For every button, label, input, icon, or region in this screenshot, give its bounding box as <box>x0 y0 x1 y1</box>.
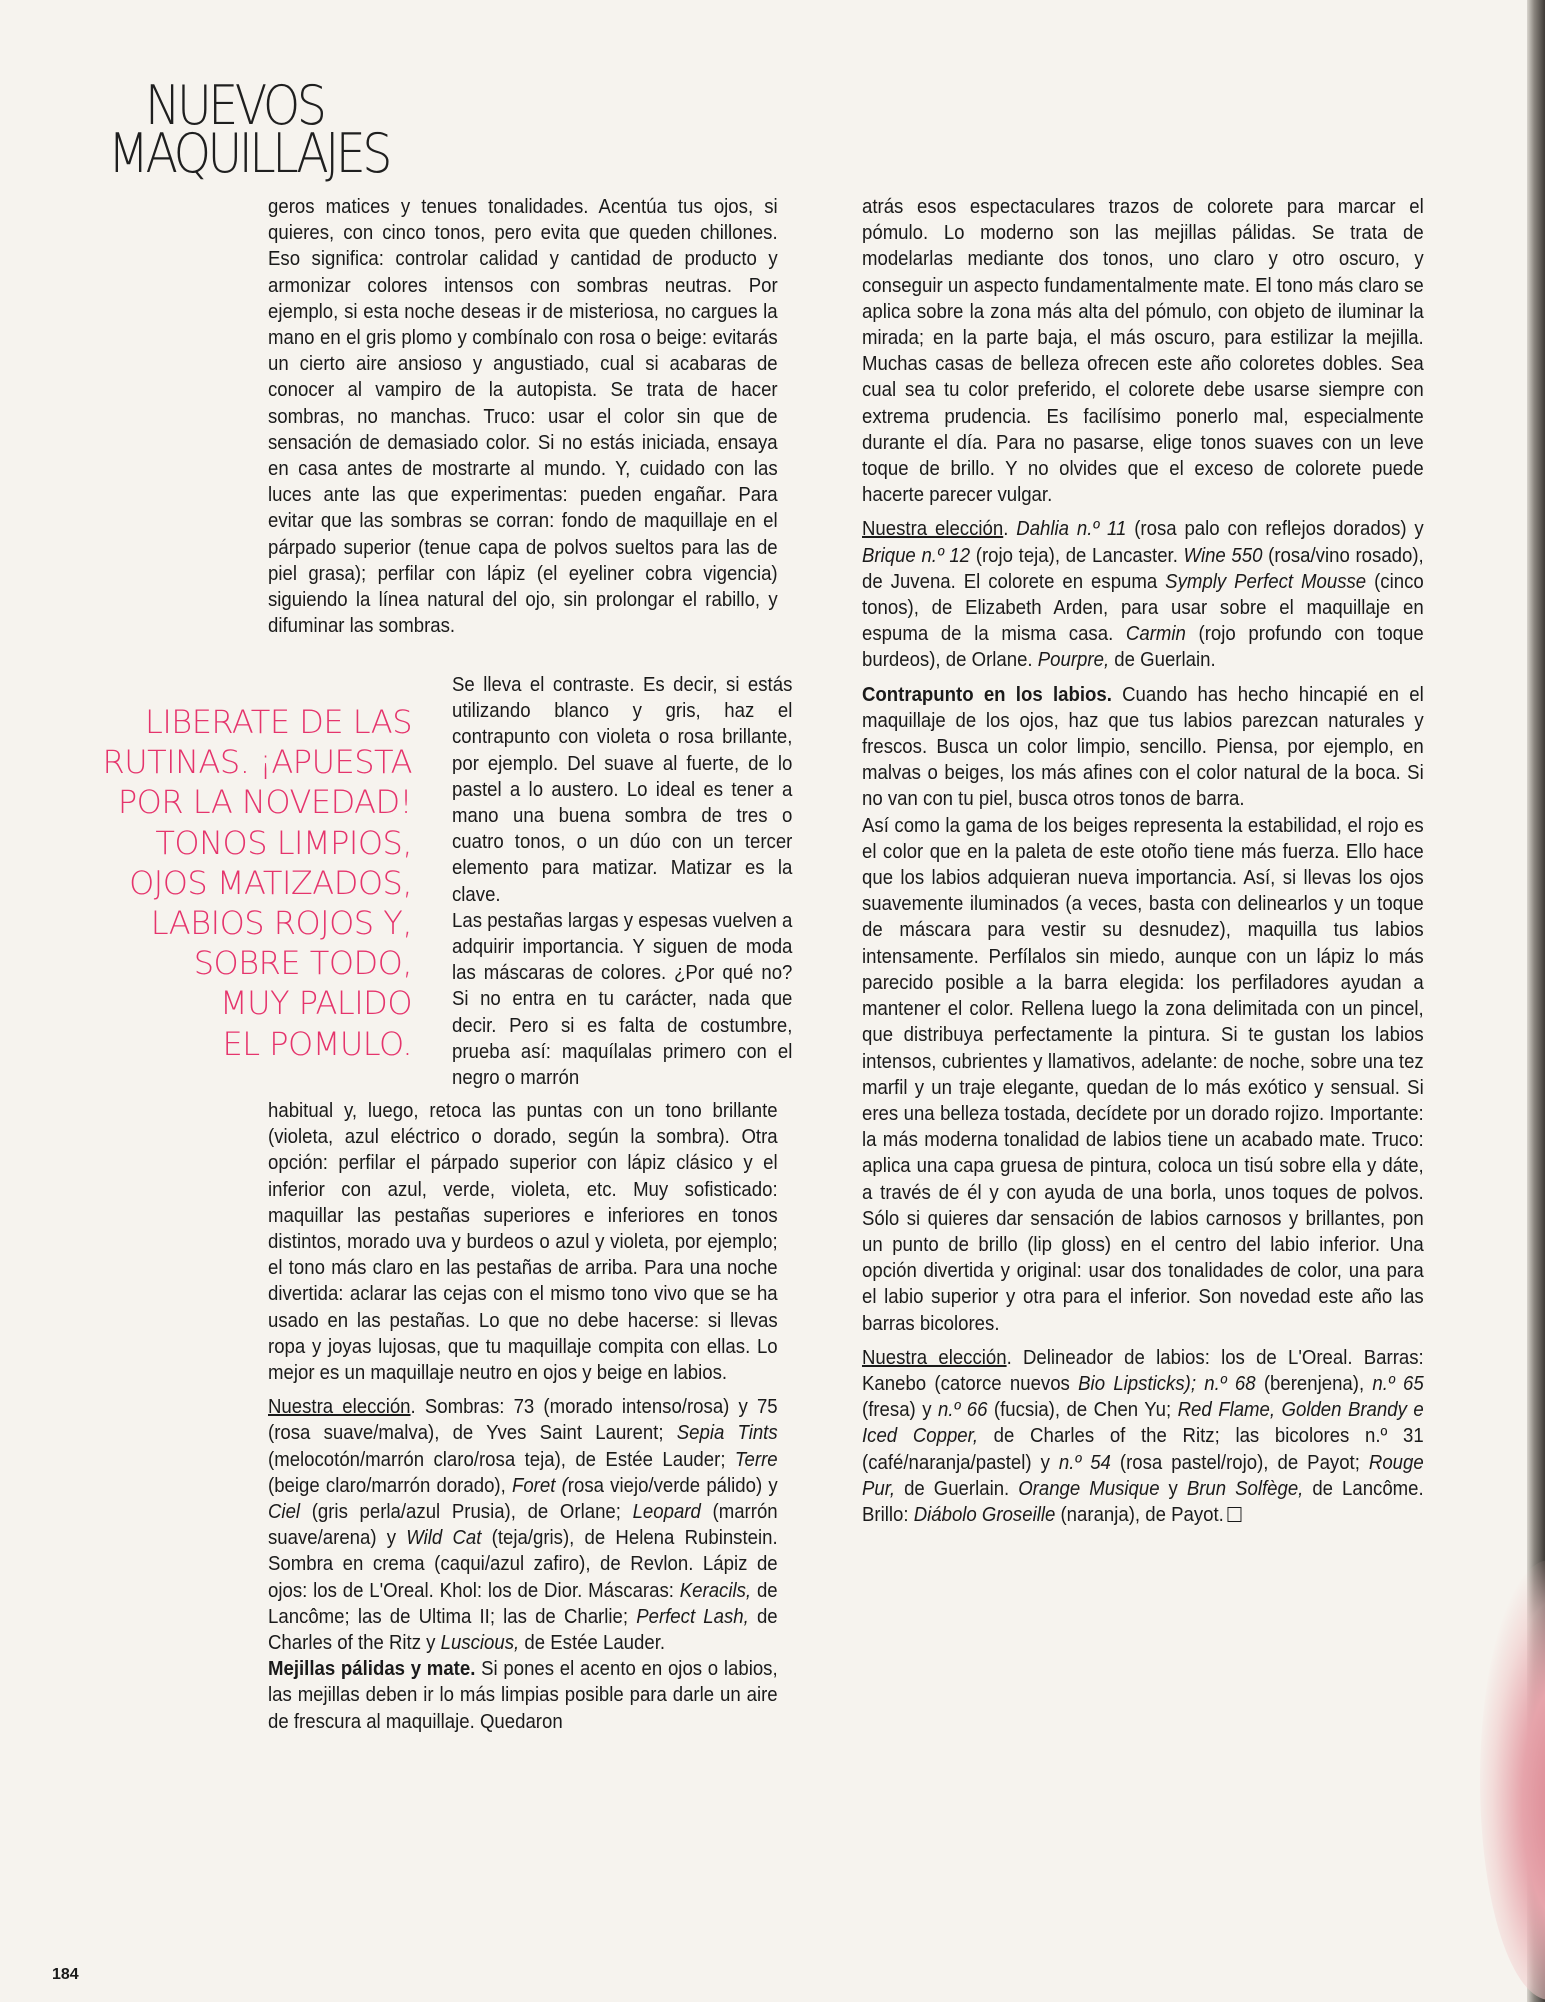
choice-label: Nuestra elección <box>862 518 1004 541</box>
lips-heading: Contrapunto en los labios. <box>862 683 1112 706</box>
title-line-2: MAQUILLAJES <box>108 122 389 185</box>
pull-quote-line: TONOS LIMPIOS, <box>155 823 412 862</box>
product-name: Pourpre, <box>1037 649 1110 672</box>
text-run: (rosa/vino rosado), de Juvena. El colorete en espuma <box>862 544 1424 593</box>
choice-text <box>862 518 1424 671</box>
text-run: (fresa) y <box>862 1399 938 1422</box>
page-title <box>108 74 389 185</box>
text-run: (rojo teja), de Lancaster. <box>970 544 1184 567</box>
blush-photo-edge <box>1480 1560 1545 2000</box>
text-run: (rosa palo con reflejos dorados) y <box>1126 518 1424 541</box>
product-name: Brique n.º 12 <box>862 544 971 567</box>
text-run: (fucsia), de Chen Yu; <box>987 1399 1178 1422</box>
column1-choice-paragraph <box>268 1394 778 1656</box>
page-number: 184 <box>52 1966 79 1983</box>
pull-quote-line: OJOS MATIZADOS, <box>129 863 412 902</box>
column2-lips-paragraph <box>862 682 1424 813</box>
product-name: Luscious, <box>440 1632 520 1655</box>
product-name: Carmin <box>1125 623 1186 646</box>
pull-quote-line: MUY PALIDO <box>220 984 412 1023</box>
text-run: . Sombras: 73 (morado intenso/rosa) y 75 (rosa suave/malva), de Yves Saint Laurent; <box>268 1396 778 1445</box>
choice-text <box>862 1347 1424 1526</box>
pull-quote-line: LABIOS ROJOS Y, <box>150 904 412 943</box>
product-name: Rouge Pur, <box>862 1451 1424 1500</box>
text-run: (rosa pastel/rojo), de Payot; <box>1110 1451 1369 1474</box>
cheeks-text: Si pones el acento en ojos o labios, las mejillas deben ir lo más limpias posible para darle un aire de frescura al maquillaje. Quedaron <box>268 1658 778 1733</box>
product-name: Ciel <box>268 1501 301 1524</box>
product-name: n.º 54 <box>1058 1451 1111 1474</box>
text-run: . <box>1003 518 1017 541</box>
choice-text <box>268 1396 778 1654</box>
pull-quote-line: RUTINAS. ¡APUESTA <box>102 743 412 782</box>
text-run: de Guerlain. <box>895 1477 1019 1500</box>
product-name: Orange Musique <box>1018 1477 1160 1500</box>
column1-paragraph-2: Se lleva el contraste. Es decir, si estás utilizando blanco y gris, haz el contrapunto con violeta o rosa brillante, por ejemplo. Del suave al fuerte, de lo pastel a lo austero. Lo ideal es tener a mano una buena sombra de tres o cuatro tonos, o un dúo con un tercer elemento para matizar. Matizar es la clave. <box>452 674 793 906</box>
column1-paragraph-1: geros matices y tenues tonalidades. Acentúa tus ojos, si quieres, con cinco tonos, pero evita que queden chillones. Eso significa: controlar calidad y cantidad de producto y armonizar colores intensos con sombras neutras. Por ejemplo, si esta noche deseas ir de misteriosa, no cargues la mano en el gris plomo y combínalo con rosa o beige: evitarás un cierto aire ansioso y angustiado, cual si acabaras de conocer al vampiro de la autopista. Se trata de hacer sombras, no manchas. Truco: usar el color sin que de sensación de demasiado color. Si no estás iniciada, ensaya en casa antes de mostrarte al mundo. Y, cuidado con las luces ante las que experimentas: pueden engañar. Para evitar que las sombras se corran: fondo de maquillaje en el párpado superior (tenue capa de polvos sueltos para las de piel grasa); perfilar con lápiz (el eyeliner cobra vigencia) siguiendo la línea natural del ojo, sin prolongar el rabillo, y difuminar las sombras. <box>268 196 778 638</box>
product-name: Terre <box>734 1448 778 1471</box>
column2 <box>862 194 1424 1528</box>
text-run: (cinco tonos), de Elizabeth Arden, para usar sobre el maquillaje en espuma de la misma casa. <box>862 570 1424 646</box>
product-name: Leopard <box>632 1501 701 1524</box>
text-run: (beige claro/marrón dorado), <box>268 1474 512 1497</box>
product-name: Red Flame, Golden Brandy e Iced Copper, <box>862 1399 1424 1448</box>
product-name: Dahlia n.º 11 <box>1016 518 1127 541</box>
pull-quote-line: LIBERATE DE LAS <box>144 703 412 741</box>
column2-paragraph-1: atrás esos espectaculares trazos de colorete para marcar el pómulo. Lo moderno son las mejillas pálidas. Se trata de modelarlas mediante dos tonos, uno claro y otro oscuro, y conseguir un aspecto fundamentalmente mate. El tono más claro se aplica sobre la zona más alta del pómulo, con objeto de iluminar la mirada; en la parte baja, el más oscuro, para estilizar la mejilla. Muchas casas de belleza ofrecen este año coloretes dobles. Sea cual sea tu color preferido, el colorete debe usarse siempre con extrema prudencia. Es facilísimo ponerlo mal, especialmente durante el día. Para no pasarse, elige tonos suaves con un leve toque de brillo. Y no olvides que el exceso de colorete puede hacerte parecer vulgar. <box>862 196 1424 507</box>
product-name: Wild Cat <box>406 1527 482 1550</box>
product-name: Perfect Lash, <box>636 1605 749 1628</box>
pull-quote-line: POR LA NOVEDAD! <box>117 783 412 822</box>
text-run: (gris perla/azul Prusia), de Orlane; <box>300 1501 633 1524</box>
choice-label: Nuestra elección <box>268 1396 411 1419</box>
column1-paragraph-3: Las pestañas largas y espesas vuelven a adquirir importancia. Y siguen de moda las máscaras de colores. ¿Por qué no? Si no entra en tu carácter, nada que decir. Pero si es falta de costumbre, prueba así: maquílalas primero con el negro o marrón <box>452 909 793 1090</box>
text-run: (melocotón/marrón claro/rosa teja), de Estée Lauder; <box>268 1448 735 1471</box>
column1-intro <box>268 194 778 639</box>
cheeks-heading: Mejillas pálidas y mate. <box>268 1658 476 1681</box>
text-run: de Guerlain. <box>1109 649 1216 672</box>
column1-lower <box>268 1098 778 1735</box>
end-mark-icon <box>1228 1507 1242 1522</box>
text-run: rosa viejo/verde pálido) y <box>567 1474 778 1497</box>
column2-choice2-paragraph <box>862 1345 1424 1528</box>
text-run: y <box>1159 1477 1187 1500</box>
product-name: Symply Perfect Mousse <box>1165 570 1367 593</box>
text-run: (teja/gris), de Helena Rubinstein. Sombra en crema (caqui/azul zafiro), de Revlon. Lápiz de ojos: los de L'Oreal. Khol: los de Dior. Máscaras: <box>268 1527 778 1602</box>
column2-paragraph-3: Así como la gama de los beiges representa la estabilidad, el rojo es el color que en la paleta de este otoño tiene más fuerza. Ello hace que los labios adquieran nueva importancia. Así, si llevas los ojos suavemente iluminados (a veces, basta con delinearlos y un toque de máscara para vestir su desnudez), maquilla tus labios intensamente. Perfílalos sin miedo, aunque con un lápiz lo más parecido posible a la barra elegida: los perfiladores ayudan a mantener el color. Rellena luego la zona delimitada con un pincel, que distribuya perfectamente la pintura. Si te gustan los labios intensos, cubrientes y llamativos, adelante: de noche, sobre una tez marfil y un traje elegante, quedan de lo más exótico y sensual. Si eres una belleza tostada, decídete por un dorado rojizo. Importante: la más moderna tonalidad de labios tiene un acabado mate. Truco: aplica una capa gruesa de pintura, coloca un tisú sobre ella y dáte, a través de él y con ayuda de una borla, unos toques de polvos. Sólo si quieres dar sensación de labios carnosos y brillantes, pon un punto de brillo (lip gloss) en el centro del labio inferior. Una opción divertida y original: usar dos tonalidades de color, una para el labio superior y otra para el inferior. Son novedad este año las barras bicolores. <box>862 814 1424 1335</box>
text-run: (rojo profundo con toque burdeos), de Orlane. <box>862 623 1424 672</box>
text-run: de Charles of the Ritz y <box>268 1605 778 1655</box>
text-run: de Charles of the Ritz; las bicolores n.º 31 (café/naranja/pastel) y <box>862 1425 1424 1474</box>
product-name: n.º 65 <box>1372 1372 1424 1395</box>
product-name: Bio Lipsticks); n.º 68 <box>1078 1372 1256 1395</box>
product-name: Wine 550 <box>1183 544 1263 567</box>
product-name: Keracils, <box>679 1579 752 1602</box>
text-run: de Lancôme. Brillo: <box>862 1477 1424 1526</box>
text-run: de Estée Lauder. <box>519 1632 666 1655</box>
column2-choice-paragraph <box>862 516 1424 673</box>
title-line-1: NUEVOS <box>144 74 324 137</box>
text-run: . Delineador de labios: los de L'Oreal. Barras: Kanebo (catorce nuevos <box>862 1346 1424 1395</box>
text-run: (berenjena), <box>1255 1372 1373 1395</box>
product-name: Brun Solfège, <box>1186 1477 1304 1500</box>
product-name: Diábolo Groseille <box>913 1503 1056 1526</box>
choice-label: Nuestra elección <box>862 1346 1007 1369</box>
product-name: Sepia Tints <box>676 1422 778 1445</box>
product-name: Foret ( <box>511 1474 568 1497</box>
text-run: (marrón suave/arena) y <box>268 1501 778 1550</box>
text-run: de Lancôme; las de Ultima II; las de Charlie; <box>268 1579 778 1628</box>
lips-text: Cuando has hecho hincapié en el maquillaje de los ojos, haz que tus labios parezcan naturales y frescos. Busca un color limpio, sencillo. Piensa, por ejemplo, en malvas o beiges, los más afines con el color natural de la boca. Si no van con tu piel, busca otros tonos de barra. <box>862 683 1424 811</box>
text-run: (naranja), de Payot. <box>1055 1503 1224 1526</box>
pull-quote <box>60 702 412 1064</box>
pull-quote-line: EL POMULO. <box>222 1024 412 1063</box>
column1-paragraph-4: habitual y, luego, retoca las puntas con un tono brillante (violeta, azul eléctrico o dorado, según la sombra). Otra opción: perfilar el párpado superior con lápiz clásico y el inferior con azul, verde, violeta, etc. Muy sofisticado: maquillar las pestañas superiores e inferiores en tonos distintos, morado uva y burdeos o azul y violeta, por ejemplo; el tono más claro en las pestañas de arriba. Para una noche divertida: aclarar las cejas con el mismo tono vivo que se ha usado en las pestañas. Lo que no debe hacerse: si llevas ropa y joyas lujosas, que tu maquillaje compita con ellas. Lo mejor es un maquillaje neutro en ojos y beige en labios. <box>268 1100 778 1385</box>
column1-cheeks-paragraph <box>268 1656 778 1735</box>
column1-narrow <box>452 672 792 1091</box>
product-name: n.º 66 <box>937 1399 988 1422</box>
pull-quote-line: SOBRE TODO, <box>193 944 412 983</box>
